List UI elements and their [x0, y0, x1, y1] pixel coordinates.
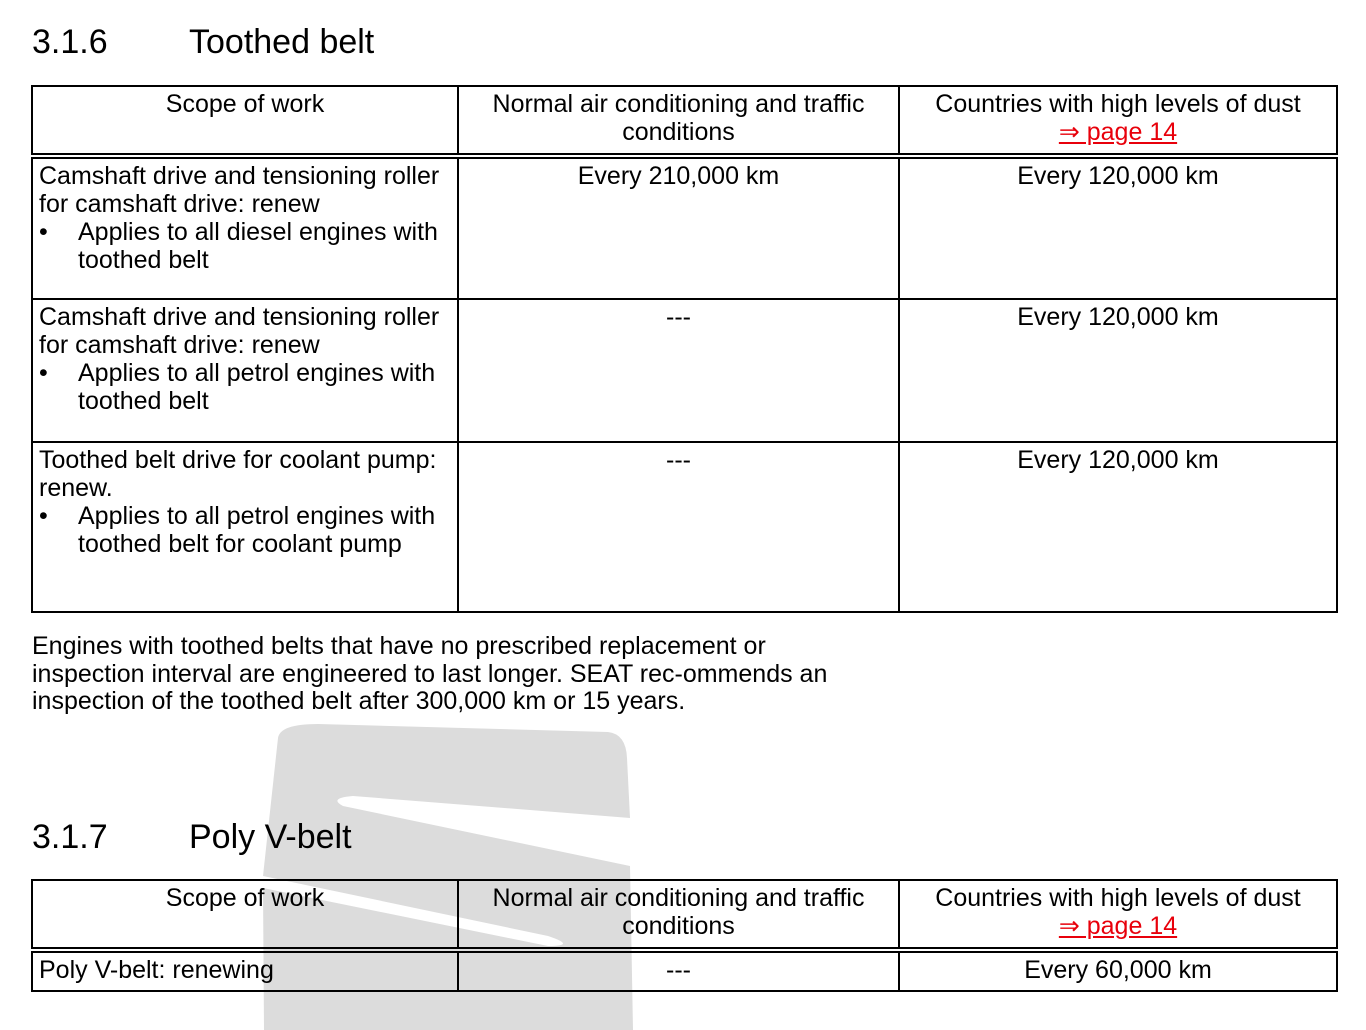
normal-interval: Every 210,000 km — [458, 156, 899, 299]
header-normal: Normal air conditioning and traffic conditions — [458, 86, 899, 156]
table-row — [32, 299, 1337, 442]
dust-interval: Every 60,000 km — [899, 950, 1337, 991]
header-dust-text: Countries with high levels of dust — [935, 90, 1301, 118]
table-row — [32, 950, 1337, 991]
scope-note: Applies to all petrol engines with toothed belt for coolant pump — [78, 502, 436, 558]
scope-cell — [32, 156, 458, 299]
dust-interval: Every 120,000 km — [899, 299, 1337, 442]
bullet: • — [39, 218, 48, 246]
table-row — [32, 156, 1337, 299]
table-row — [32, 442, 1337, 612]
header-dust — [899, 880, 1337, 950]
normal-interval: --- — [458, 299, 899, 442]
section-heading-poly-v-belt — [32, 817, 352, 857]
section-title: Toothed belt — [189, 23, 375, 61]
toothed-belt-table — [31, 85, 1338, 613]
scope-text: Camshaft drive and tensioning roller for camshaft drive: renew — [39, 162, 440, 218]
bullet: • — [39, 502, 48, 530]
normal-interval: --- — [458, 442, 899, 612]
header-normal: Normal air conditioning and traffic conditions — [458, 880, 899, 950]
poly-v-belt-table — [31, 879, 1338, 992]
page-14-link[interactable]: ⇒ page 14 — [1058, 118, 1178, 146]
scope-note: Applies to all petrol engines with toothed belt — [78, 359, 436, 415]
section-number: 3.1.6 — [32, 23, 108, 61]
dust-interval: Every 120,000 km — [899, 156, 1337, 299]
section-heading-toothed-belt — [32, 22, 374, 62]
scope-text: Camshaft drive and tensioning roller for camshaft drive: renew — [39, 303, 440, 359]
scope-note: Applies to all diesel engines with toothed belt — [78, 218, 438, 274]
scope-cell — [32, 442, 458, 612]
scope-text: Poly V-belt: renewing — [32, 950, 458, 991]
header-scope: Scope of work — [32, 880, 458, 950]
inspection-note-paragraph: Engines with toothed belts that have no prescribed replacement or inspection interval are engineered to last longer. SEAT rec-ommends an inspection of the toothed belt after 300,000 km or 15 years. — [32, 632, 828, 715]
scope-text: Toothed belt drive for coolant pump: renew. — [39, 446, 437, 502]
header-dust — [899, 86, 1337, 156]
bullet: • — [39, 359, 48, 387]
header-dust-text: Countries with high levels of dust — [935, 884, 1301, 912]
page-14-link[interactable]: ⇒ page 14 — [1058, 912, 1178, 940]
section-title: Poly V-belt — [189, 818, 352, 856]
scope-cell — [32, 299, 458, 442]
dust-interval: Every 120,000 km — [899, 442, 1337, 612]
normal-interval: --- — [458, 950, 899, 991]
header-scope: Scope of work — [32, 86, 458, 156]
section-number: 3.1.7 — [32, 818, 108, 856]
